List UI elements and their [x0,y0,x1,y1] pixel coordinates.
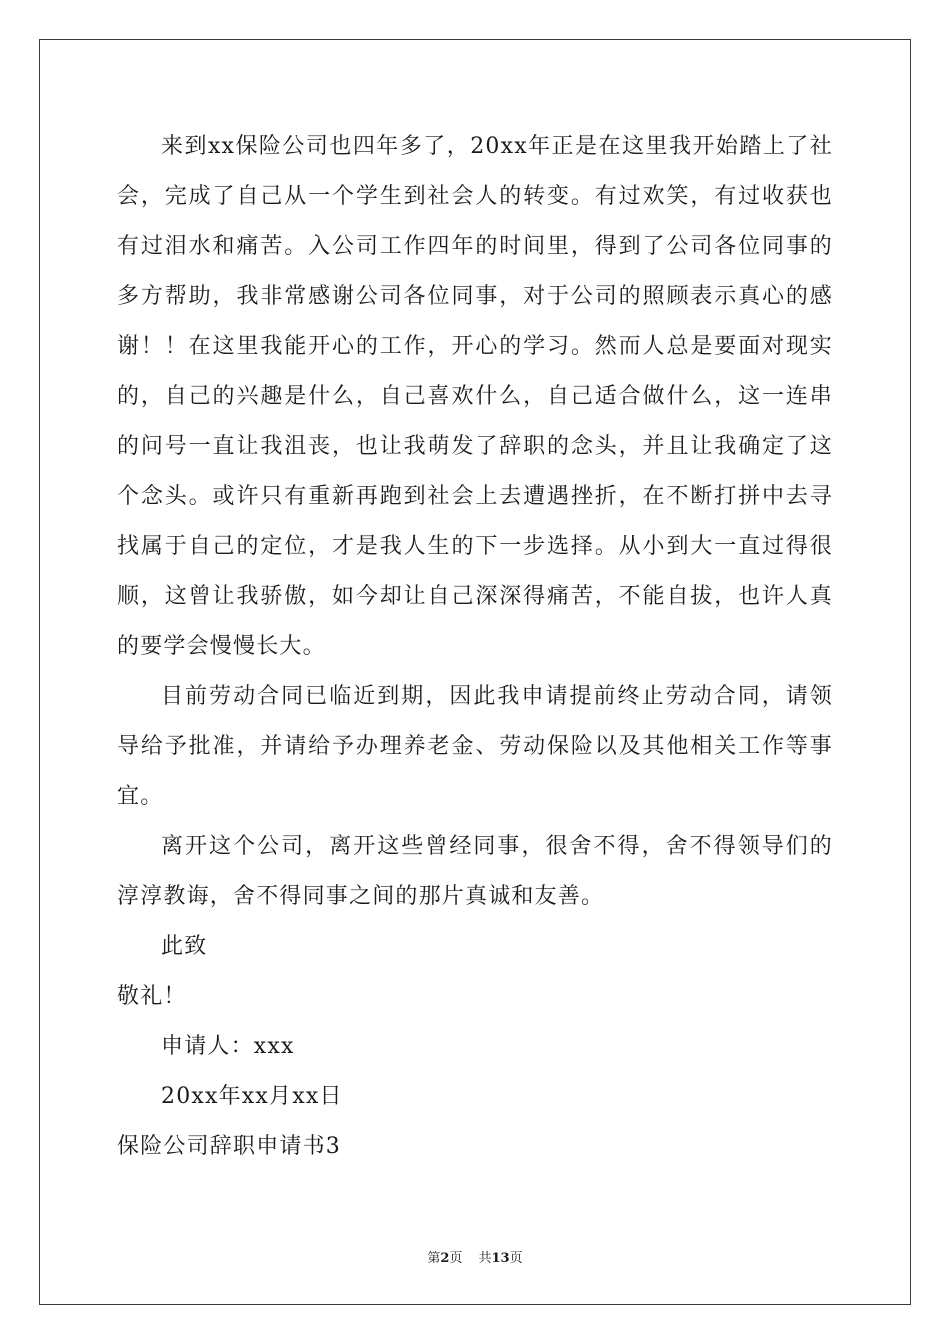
paragraph-3: 离开这个公司，离开这些曾经同事，很舍不得，舍不得领导们的淳淳教诲，舍不得同事之间的那片真诚和友善。 [117,834,833,909]
page-current-number: 2 [440,1251,450,1266]
document-body [117,122,833,1172]
total-suffix: 页 [509,1251,523,1266]
salute-text: 敬礼！ [117,984,187,1009]
closing-text: 此致 [161,934,208,959]
page-total-number: 13 [491,1251,510,1266]
date-text: 20xx年xx月xx日 [161,1084,343,1109]
next-section-title: 保险公司辞职申请书3 [117,1134,341,1159]
page-prefix: 第 [427,1251,441,1266]
paragraph-1: 来到xx保险公司也四年多了，20xx年正是在这里我开始踏上了社会，完成了自己从一个学生到社会人的转变。有过欢笑，有过收获也有过泪水和痛苦。入公司工作四年的时间里，得到了公司各位同事的多方帮助，我非常感谢公司各位同事，对于公司的照顾表示真心的感谢！！在这里我能开心的工作，开心的学习。然而人总是要面对现实的，自己的兴趣是什么，自己喜欢什么，自己适合做什么，这一连串的问号一直让我沮丧，也让我萌发了辞职的念头，并且让我确定了这个念头。或许只有重新再跑到社会上去遭遇挫折，在不断打拼中去寻找属于自己的定位，才是我人生的下一步选择。从小到大一直过得很顺，这曾让我骄傲，如今却让自己深深得痛苦，不能自拔，也许人真的要学会慢慢长大。 [117,134,833,659]
paragraph-2: 目前劳动合同已临近到期，因此我申请提前终止劳动合同，请领导给予批准，并请给予办理养老金、劳动保险以及其他相关工作等事宜。 [117,684,833,809]
applicant-signature: 申请人：xxx [161,1034,295,1059]
page-footer [0,1247,950,1266]
total-prefix: 共 [478,1251,492,1266]
page-suffix: 页 [449,1251,463,1266]
